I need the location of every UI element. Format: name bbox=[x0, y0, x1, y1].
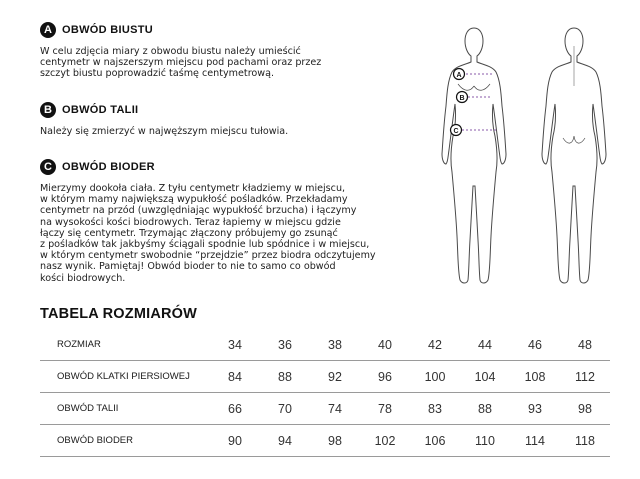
table-cell: 88 bbox=[278, 369, 292, 384]
text-line: w którym centymetr swobodnie “przejdzie” przez biodra odczytujemy bbox=[40, 250, 376, 262]
table-cell: 114 bbox=[525, 433, 545, 448]
section-heading bbox=[40, 159, 410, 175]
row-label: OBWÓD BIODER bbox=[57, 435, 134, 446]
badge-c-icon: C bbox=[40, 159, 56, 175]
text-line: centymetr w najszerszym miejscu pod pachami oraz przez bbox=[40, 57, 322, 69]
section-title-hips: OBWÓD BIODER bbox=[62, 161, 155, 173]
table-cell: 94 bbox=[278, 433, 292, 448]
table-cell: 106 bbox=[424, 433, 446, 448]
table-cell: 98 bbox=[328, 433, 342, 448]
section-hips bbox=[40, 159, 410, 284]
table-cell: 104 bbox=[474, 369, 496, 384]
table-cell: 70 bbox=[278, 401, 292, 416]
text-line: z pośladków tak jakbyśmy ściągali spodnie lub spódnice i w miejscu, bbox=[40, 239, 370, 251]
table-cell: 96 bbox=[378, 369, 392, 384]
section-waist bbox=[40, 102, 410, 137]
table-cell: 48 bbox=[578, 337, 592, 352]
section-heading bbox=[40, 102, 410, 118]
marker-a-label: A bbox=[456, 72, 462, 79]
table-cell: 93 bbox=[528, 401, 542, 416]
marker-b-icon bbox=[457, 92, 468, 103]
table-cell: 36 bbox=[278, 337, 292, 352]
table-cell: 108 bbox=[524, 369, 546, 384]
section-title-bust: OBWÓD BIUSTU bbox=[62, 24, 153, 36]
text-line: w którym mamy największą wypukłość pośladków. Przekładamy bbox=[40, 194, 348, 206]
text-line: Należy się zmierzyć w najwęższym miejscu tułowia. bbox=[40, 126, 289, 137]
section-heading bbox=[40, 22, 410, 38]
table-cell: 112 bbox=[575, 369, 595, 384]
section-description-waist bbox=[40, 126, 410, 137]
table-cell: 46 bbox=[528, 337, 542, 352]
size-table bbox=[40, 329, 610, 457]
table-row-hips bbox=[40, 425, 610, 457]
text-line: łączy się centymetr. Trzymając złączony próbujemy go zsunąć bbox=[40, 227, 338, 239]
table-row-bust bbox=[40, 361, 610, 393]
marker-c-icon bbox=[451, 125, 462, 136]
table-cell: 100 bbox=[424, 369, 446, 384]
section-description-hips bbox=[40, 183, 410, 284]
text-line: na wysokości kości biodrowych. Teraz łapiemy w miejscu gdzie bbox=[40, 216, 341, 228]
table-cell: 118 bbox=[575, 433, 595, 448]
text-line: W celu zdjęcia miary z obwodu biustu należy umieścić bbox=[40, 46, 301, 57]
section-bust bbox=[40, 22, 410, 80]
row-label: OBWÓD KLATKI PIERSIOWEJ bbox=[57, 371, 190, 382]
marker-b-label: B bbox=[459, 95, 465, 102]
table-cell: 66 bbox=[228, 401, 242, 416]
body-figures-svg bbox=[430, 26, 630, 286]
table-cell: 83 bbox=[428, 401, 442, 416]
size-table-title: TABELA ROZMIARÓW bbox=[40, 306, 198, 322]
table-cell: 34 bbox=[228, 337, 242, 352]
table-cell: 74 bbox=[328, 401, 342, 416]
body-figures bbox=[430, 26, 630, 286]
table-row-size bbox=[40, 329, 610, 361]
table-cell: 44 bbox=[478, 337, 492, 352]
table-cell: 110 bbox=[475, 433, 495, 448]
marker-a-icon bbox=[454, 69, 465, 80]
row-label: ROZMIAR bbox=[57, 339, 101, 350]
table-cell: 90 bbox=[228, 433, 242, 448]
table-cell: 88 bbox=[478, 401, 492, 416]
text-line: nasz wynik. Pamiętaj! Obwód bioder to nie to samo co obwód bbox=[40, 261, 336, 273]
table-cell: 42 bbox=[428, 337, 442, 352]
badge-a-icon: A bbox=[40, 22, 56, 38]
table-cell: 102 bbox=[374, 433, 396, 448]
text-line: szczyt biustu poprowadzić taśmę centymetrową. bbox=[40, 68, 275, 80]
section-description-bust bbox=[40, 46, 410, 80]
section-title-waist: OBWÓD TALII bbox=[62, 104, 139, 116]
table-row-waist bbox=[40, 393, 610, 425]
table-cell: 38 bbox=[328, 337, 342, 352]
table-cell: 78 bbox=[378, 401, 392, 416]
table-cell: 40 bbox=[378, 337, 392, 352]
badge-b-icon: B bbox=[40, 102, 56, 118]
table-cell: 84 bbox=[228, 369, 242, 384]
body-back-icon bbox=[542, 28, 606, 283]
table-cell: 98 bbox=[578, 401, 592, 416]
table-cell: 92 bbox=[328, 369, 342, 384]
row-label: OBWÓD TALII bbox=[57, 403, 119, 414]
text-line: centymetr na przód (uwzględniając wypukłość brzucha) i łączymy bbox=[40, 205, 357, 217]
body-front-icon bbox=[442, 28, 506, 283]
text-line: kości biodrowych. bbox=[40, 272, 126, 284]
text-line: Mierzymy dookoła ciała. Z tyłu centymetr kładziemy w miejscu, bbox=[40, 183, 346, 194]
marker-c-label: C bbox=[453, 128, 459, 135]
